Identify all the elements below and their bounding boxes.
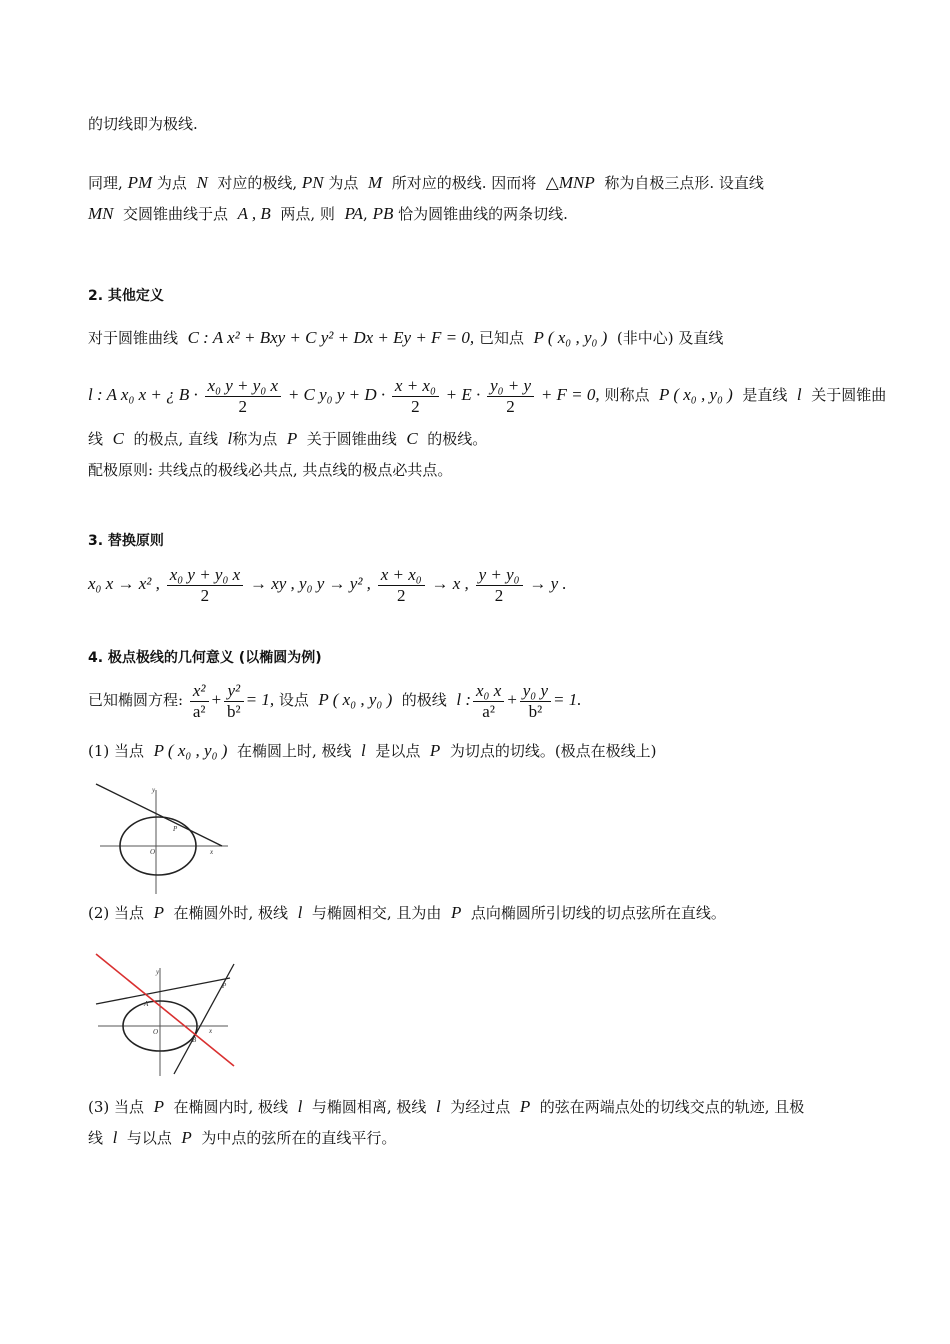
- label-x: x: [209, 1027, 213, 1035]
- fraction: $\frac{\text{x²}}{\text{a²}}$: [190, 681, 209, 722]
- paragraph-polar-principle: 配极原则: 共线点的极线必共点, 共点线的极点必共点。: [88, 461, 453, 479]
- label-b: B: [192, 1036, 197, 1044]
- figure-point-outside-ellipse: [88, 950, 238, 1078]
- fraction: $\frac{\text{y + y₀}}{2}$: [476, 565, 523, 606]
- paragraph-polar-tangent: 的切线即为极线.: [88, 115, 198, 133]
- case-3-text: (3) 当点 P 在椭圆内时, 极线 l 与椭圆相离, 极线 l 为经过点 P 的弦在两端点处的切线交点的轨迹, 且极: [88, 1097, 805, 1116]
- label-origin: O: [150, 848, 156, 856]
- tangent-line-b: [174, 964, 234, 1074]
- replacement-formula: x₀ x → x² , $\frac{\text{x₀ y + y₀ x}}{2}$ → xy , y₀ y → y² , $\frac{\text{x + x₀}}{2}$ → x , $\frac{\text{y + y₀}}{2}$ → y .: [88, 564, 567, 605]
- paragraph-self-polar-triangle: 同理, PM 为点 N 对应的极线, PN 为点 M 所对应的极线. 因而将 △MNP 称为自极三点形. 设直线: [88, 173, 764, 192]
- label-p: P: [222, 982, 227, 990]
- fraction: $\frac{\text{x + x₀}}{2}$: [392, 376, 439, 417]
- fraction: $\frac{\text{x₀ y + y₀ x}}{2}$: [167, 565, 243, 606]
- paragraph-conic-definition: 对于圆锥曲线 C : A x² + Bxy + C y² + Dx + Ey + F = 0, 已知点 P ( x₀ , y₀ ) (非中心) 及直线: [88, 328, 724, 347]
- fraction: $\frac{\text{x + x₀}}{2}$: [378, 565, 425, 606]
- case-3-text-continued: 线 l 与以点 P 为中点的弦所在的直线平行。: [88, 1128, 397, 1147]
- heading-other-definitions: 2. 其他定义: [88, 288, 164, 304]
- polar-line-equation: l : A x₀ x + ¿ B · $\frac{\text{x₀ y + y₀ x}}{2}$ + C y₀ y + D · $\frac{\text{x + x₀}}{2}$ + E · $\frac{\text{y₀ + y}}{2}$ + F = 0, 则称点 P ( x₀ , y₀ ) 是直线 l 关于圆锥曲: [88, 375, 887, 416]
- label-x: x: [210, 848, 214, 856]
- conic-equation: C : A x² + Bxy + C y² + Dx + Ey + F = 0,: [187, 328, 475, 347]
- fraction: $\frac{\text{y₀ y}}{\text{b²}}$: [520, 681, 551, 722]
- case-1-text: (1) 当点 P ( x₀ , y₀ ) 在椭圆上时, 极线 l 是以点 P 为切点的切线。(极点在极线上): [88, 741, 657, 760]
- heading-replacement-rule: 3. 替换原则: [88, 533, 164, 549]
- heading-geometric-meaning: 4. 极点极线的几何意义 (以椭圆为例): [88, 650, 322, 666]
- ellipse-equation: 已知椭圆方程: $\frac{\text{x²}}{\text{a²}}$ + $\frac{\text{y²}}{\text{b²}}$ = 1, 设点 P ( x₀ , y₀ ) 的极线 l : $\frac{\text{x₀ x}}{\text{a²}}$ + $\frac{\text{y₀ y}}{\text{b²}}$ = 1.: [88, 680, 582, 721]
- tangent-line-a: [96, 978, 230, 1004]
- paragraph-pole-definition: 线 C 的极点, 直线 l称为点 P 关于圆锥曲线 C 的极线。: [88, 429, 488, 448]
- label-origin: O: [153, 1028, 159, 1036]
- figure-point-on-ellipse: [88, 778, 238, 896]
- case-2-text: (2) 当点 P 在椭圆外时, 极线 l 与椭圆相交, 且为由 P 点向椭圆所引切线的切点弦所在直线。: [88, 903, 726, 922]
- fraction: $\frac{\text{y²}}{\text{b²}}$: [224, 681, 244, 722]
- fraction: $\frac{\text{x₀ x}}{\text{a²}}$: [473, 681, 504, 722]
- tangent-line: [96, 784, 222, 846]
- label-y: y: [152, 786, 156, 794]
- polar-line: [96, 954, 234, 1066]
- fraction: $\frac{\text{x₀ y + y₀ x}}{2}$: [205, 376, 281, 417]
- label-a: A: [144, 1000, 149, 1008]
- paragraph-tangent-lines: MN 交圆锥曲线于点 A , B 两点, 则 PA, PB 恰为圆锥曲线的两条切线.: [88, 204, 568, 223]
- fraction: $\frac{\text{y₀ + y}}{2}$: [487, 376, 534, 417]
- label-p: P: [173, 825, 178, 833]
- label-y: y: [156, 968, 160, 976]
